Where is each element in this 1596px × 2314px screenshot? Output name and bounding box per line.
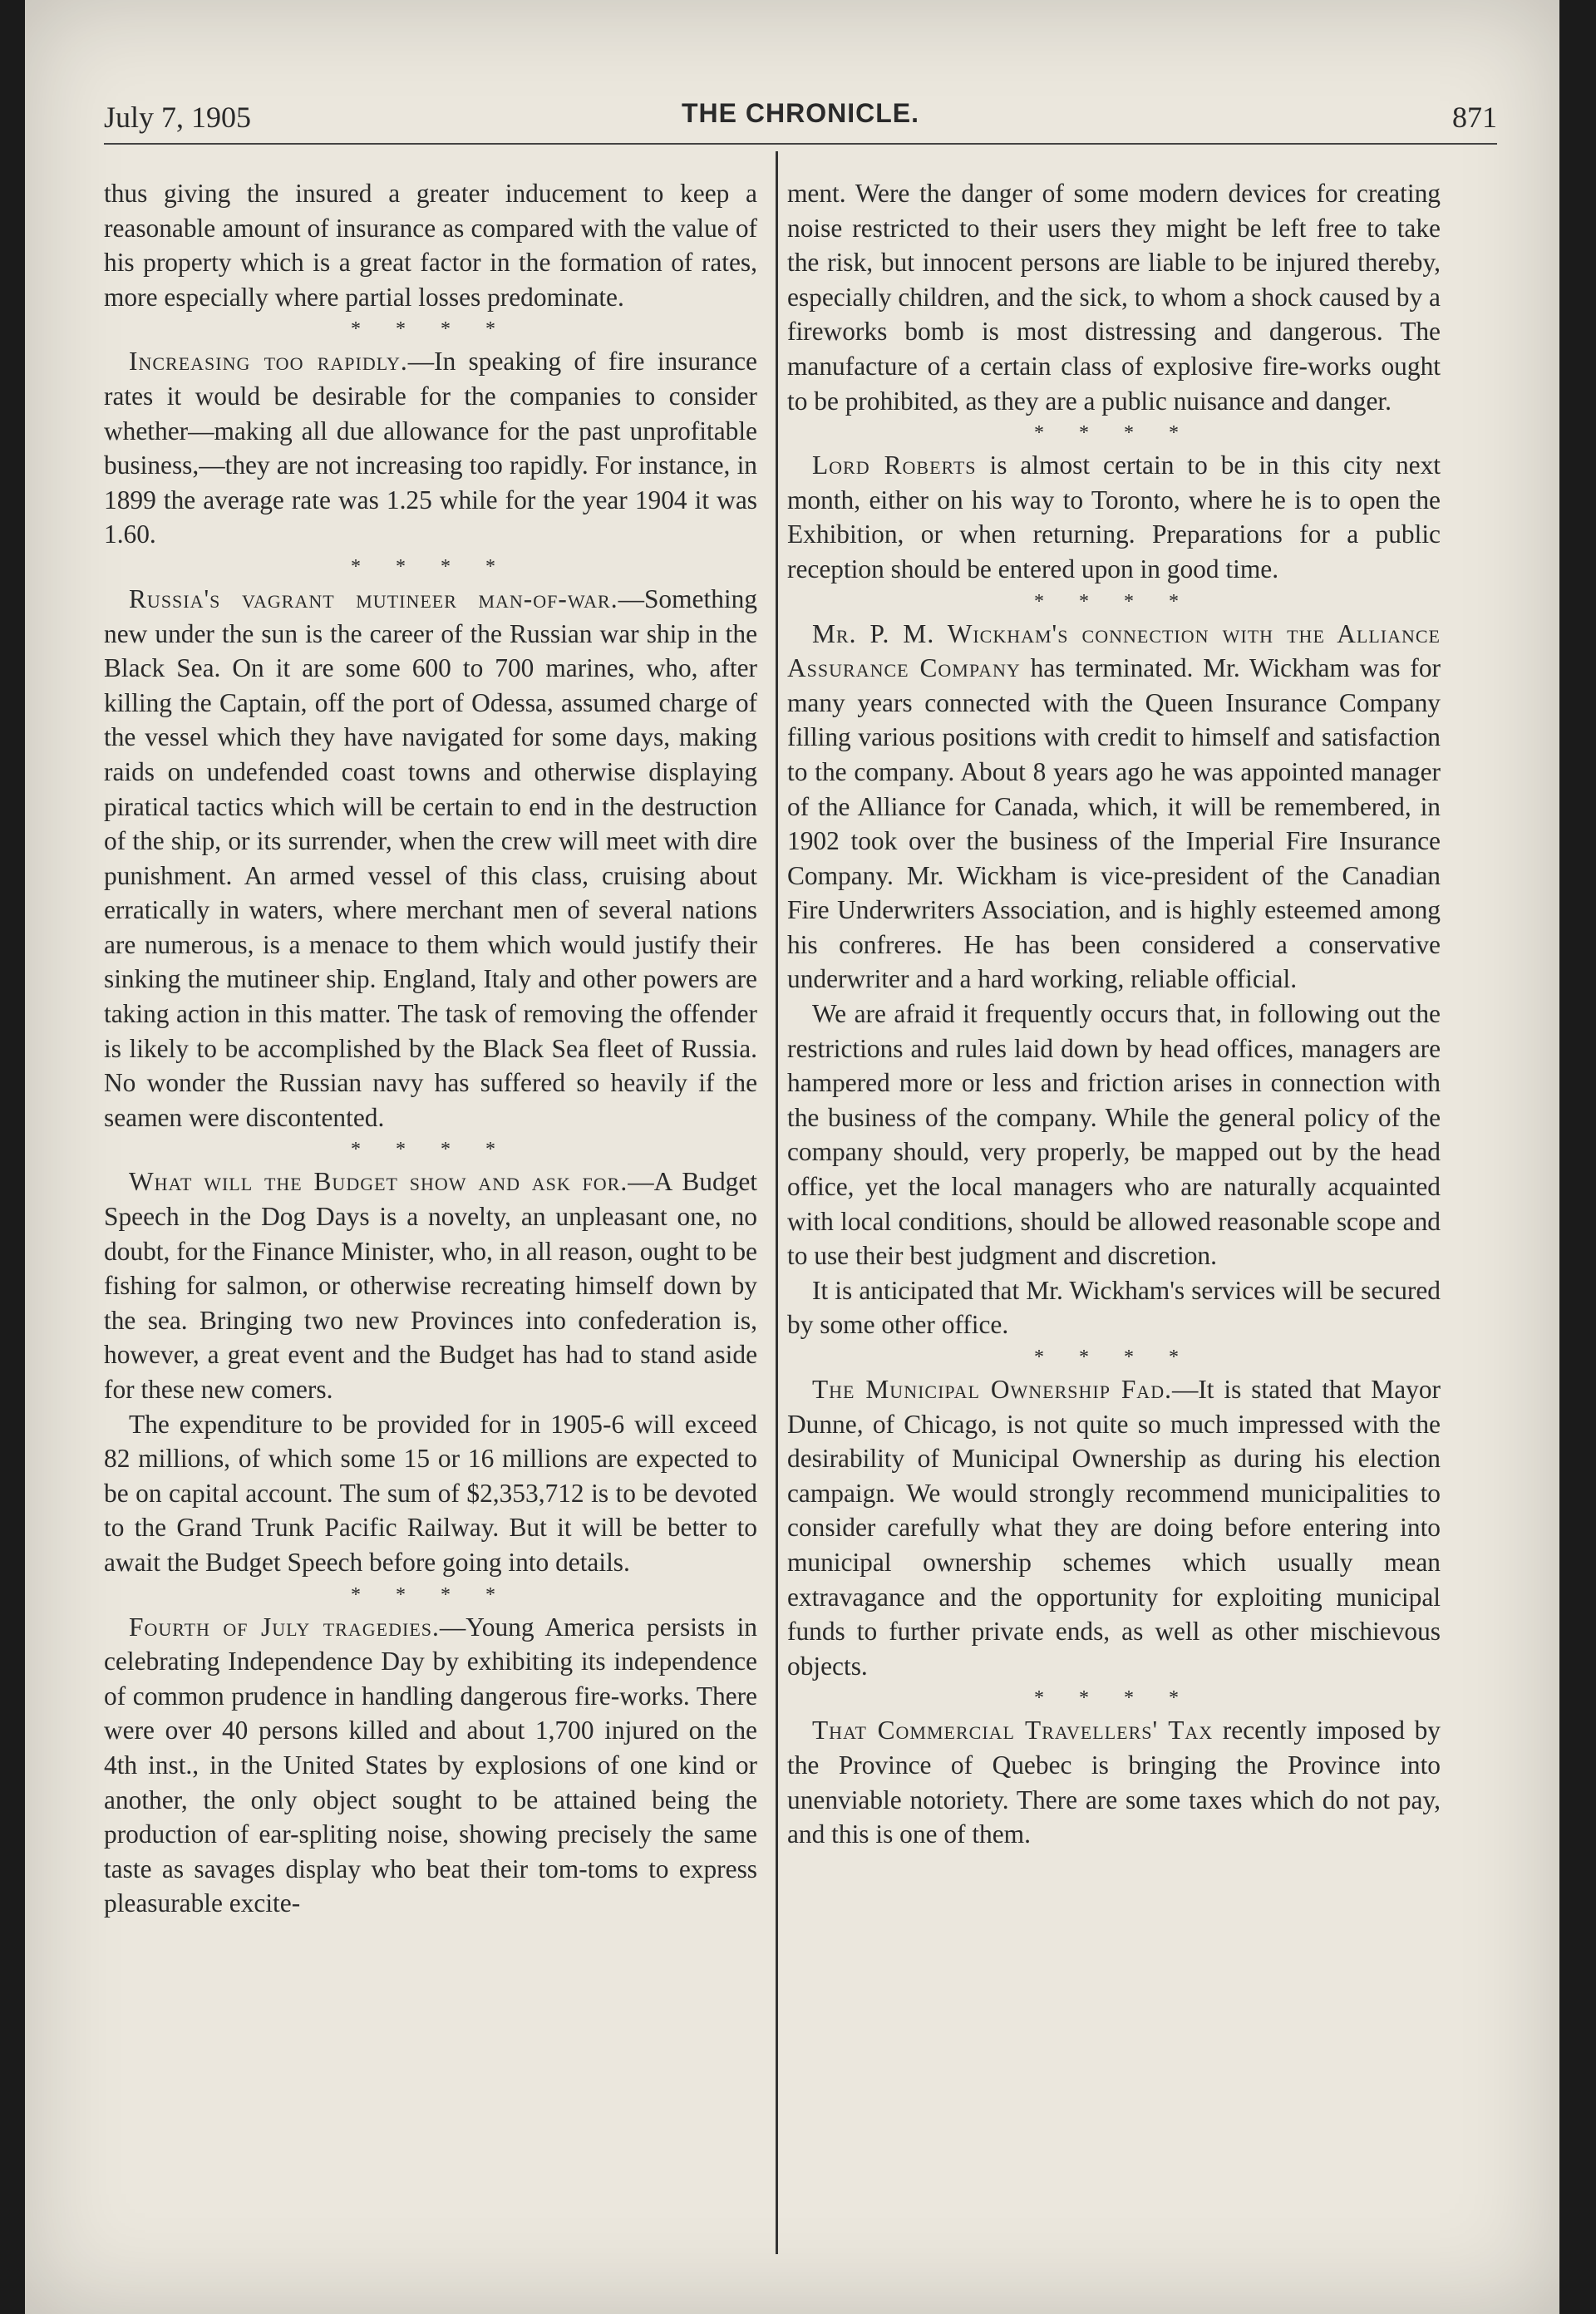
publication-title: THE CHRONICLE. <box>682 98 919 128</box>
left-column <box>104 176 757 2264</box>
article-municipal-ownership <box>787 1372 1441 1683</box>
article-russia-mutineer <box>104 582 757 1135</box>
section-separator: * * * * <box>1034 422 1194 445</box>
article-lord-roberts <box>787 448 1441 586</box>
article-body: recently imposed by the Province of Quebec is bringing the Province into unenviable notoriety. There are some taxes which do not pay, and this is one of them. <box>787 1716 1441 1849</box>
article-heading: Russia's vagrant mutineer man-of-war. <box>129 583 618 613</box>
article-body: is almost certain to be in this city next month, either on his way to Toronto, where he is to open the Exhibition, or when returning. Preparations for a public reception should be entered upon in good time. <box>787 450 1441 583</box>
article-heading: Fourth of July tragedies. <box>129 1612 440 1642</box>
article-paragraph: We are afraid it frequently occurs that, in following out the restrictions and rules laid down by head offices, managers are hampered more or less and friction arises in connection with the business of the company. While the general policy of the company should, very properly, be mapped out by the head office, yet the local managers who are naturally acquainted with local conditions, should be allowed reasonable scope and to use their best judgment and discretion. <box>787 999 1441 1271</box>
article-continuation: ment. Were the danger of some modern devices for creating noise restricted to their users they might be left free to take the risk, but innocent persons are liable to be injured thereby, especially children, and the sick, to whom a shock caused by a fireworks bomb is most distressing and dangerous. The manufacture of a certain class of explosive fire-works ought to be prohibited, as they are a public nuisance and danger. <box>787 179 1441 416</box>
section-separator: * * * * <box>351 555 510 578</box>
article-paragraph: The expenditure to be provided for in 1905-6 will exceed 82 millions, of which some 15 or 16 millions are expected to be on capital account. The sum of $2,353,712 is to be devoted to the Grand Trunk Pacific Railway. But it will be better to await the Budget Speech before going into details. <box>104 1409 757 1577</box>
article-heading: That Commercial Travellers' Tax <box>812 1716 1214 1745</box>
section-separator: * * * * <box>1034 1687 1194 1710</box>
article-body: —It is stated that Mayor Dunne, of Chicago, is not quite so much impressed with the desirability of Municipal Ownership as during his election campaign. We would strongly recommend municipalities to consider carefully what they are doing before entering into municipal ownership schemes which usually mean extravagance and the opportunity for exploiting municipal funds to further private ends, as well as other mischievous objects. <box>787 1375 1441 1681</box>
section-separator: * * * * <box>351 1583 510 1606</box>
article-heading: The Municipal Ownership Fad. <box>812 1375 1172 1404</box>
article-paragraph: It is anticipated that Mr. Wickham's services will be secured by some other office. <box>787 1275 1441 1340</box>
article-body: has terminated. Mr. Wickham was for many years connected with the Queen Insurance Company filling various positions with credit to himself and satisfaction to the company. About 8 years ago he was appointed manager of the Alliance for Canada, which, it will be remembered, in 1902 took over the business of the Imperial Fire Insurance Company. Mr. Wickham is vice-president of the Canadian Fire Underwriters Association, and is highly esteemed among his confreres. He has been considered a conservative underwriter and a hard working, reliable official. <box>787 653 1441 994</box>
page-header <box>104 93 1497 145</box>
section-separator: * * * * <box>351 1139 510 1161</box>
article-travellers-tax <box>787 1713 1441 1851</box>
column-divider <box>776 151 778 2254</box>
article-body: —A Budget Speech in the Dog Days is a novelty, an unpleasant one, no doubt, for the Finance Minister, who, in all reason, ought to be fishing for salmon, or otherwise recreating himself down by the sea. Bringing two new Provinces into confederation is, however, a great event and the Budget has had to stand aside for these new comers. <box>104 1167 757 1404</box>
article-increasing-rapidly <box>104 344 757 552</box>
article-wickham <box>787 617 1441 997</box>
article-heading: Lord Roberts <box>812 450 977 480</box>
article-heading: What will the Budget show and ask for. <box>129 1167 628 1197</box>
article-body: —In speaking of fire insurance rates it would be desirable for the companies to consider whether—making all due allowance for the past unprofitable business,—they are not increasing too rapidly. For instance, in 1899 the average rate was 1.25 while for the year 1904 it was 1.60. <box>104 347 757 549</box>
issue-date: July 7, 1905 <box>104 101 252 134</box>
section-separator: * * * * <box>1034 590 1194 613</box>
article-continuation: thus giving the insured a greater inducement to keep a reasonable amount of insurance as compared with the value of his property which is a great factor in the formation of rates, more especially where partial losses predominate. <box>104 179 757 312</box>
article-fourth-of-july <box>104 1610 757 1921</box>
article-budget <box>104 1164 757 1406</box>
section-separator: * * * * <box>1034 1347 1194 1368</box>
page-number: 871 <box>1452 101 1497 134</box>
article-body: —Young America persists in celebrating Independence Day by exhibiting its independence of common prudence in handling dangerous fire-works. There were over 40 persons killed and about 1,700 injured on the 4th inst., in the United States by explosions of one kind or another, the only object sought to be attained being the production of ear-spliting noise, showing precisely the same taste as savages display who beat their tom-toms to express pleasurable excite- <box>104 1612 757 1918</box>
article-heading: Mr. P. M. Wickham's connection with the Alliance Assurance Company <box>787 618 1441 683</box>
article-body: —Something new under the sun is the career of the Russian war ship in the Black Sea. On it are some 600 to 700 marines, who, after killing the Captain, off the port of Odessa, assumed charge of the vessel which they have navigated for some days, making raids on undefended coast towns and otherwise displaying piratical tactics which will be certain to end in the destruction of the ship, or its surrender, when the crew will meet with dire punishment. An armed vessel of this class, cruising about erratically in waters, where merchant men of several nations are numerous, is a menace to them which would justify their sinking the mutineer ship. England, Italy and other powers are taking action in this matter. The task of removing the offender is likely to be accomplished by the Black Sea fleet of Russia. No wonder the Russian navy has suffered so heavily if the seamen were discontented. <box>104 583 757 1132</box>
right-column <box>787 176 1441 2264</box>
newspaper-page <box>25 0 1559 2314</box>
article-heading: Increasing too rapidly. <box>129 347 408 377</box>
section-separator: * * * * <box>351 318 510 341</box>
